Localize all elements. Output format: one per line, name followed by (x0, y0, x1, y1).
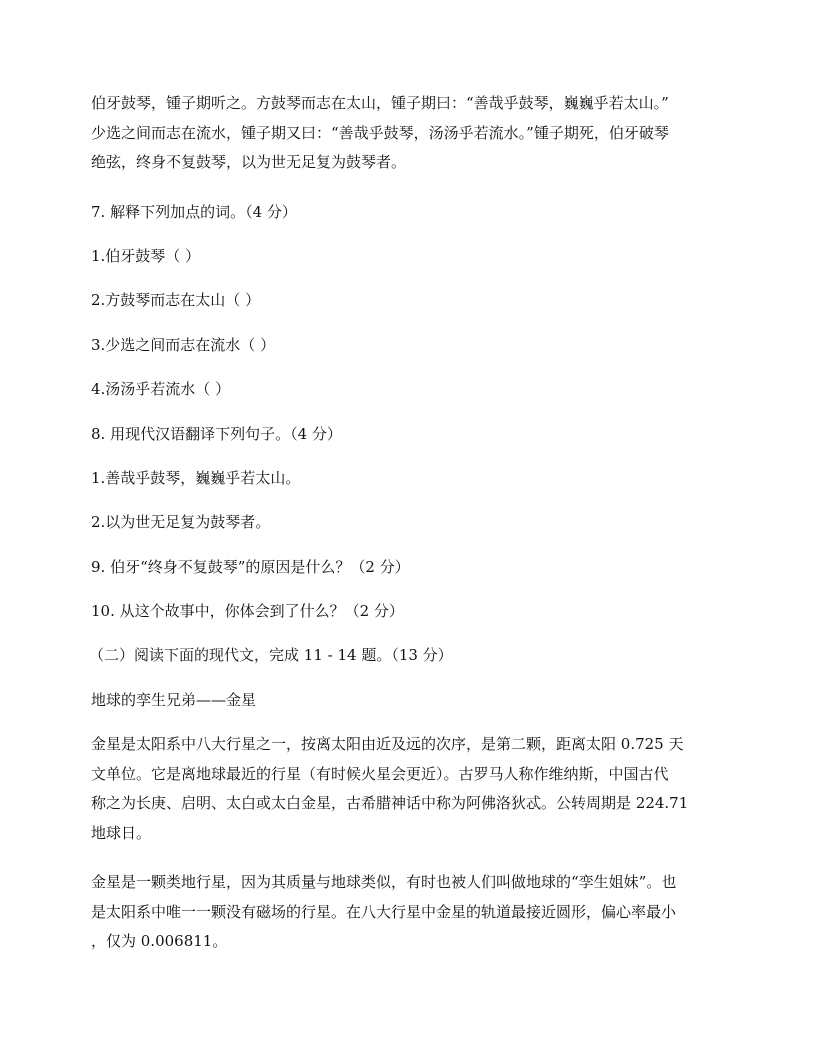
passage-line-3: 绝弦，终身不复鼓琴，以为世无足复为鼓琴者。 (91, 153, 407, 171)
article-p1-line-2: 文单位。它是离地球最近的行星（有时候火星会更近）。古罗马人称作维纳斯，中国古代 (91, 764, 669, 783)
question-8-item-1: 1.善哉乎鼓琴，巍巍乎若太山。 (91, 469, 301, 487)
question-7-item-4: 4.汤汤乎若流水（ ） (91, 380, 231, 398)
article-p2-line-2: 是太阳系中唯一一颗没有磁场的行星。在八大行星中金星的轨道最接近圆形，偏心率最小 (91, 902, 677, 921)
question-7-item-1: 1.伯牙鼓琴（ ） (91, 247, 201, 265)
article-p1-line-1: 金星是太阳系中八大行星之一，按离太阳由近及远的次序，是第二颗，距离太阳 0.725 天 (91, 735, 684, 753)
question-7-title: 7. 解释下列加点的词。（4 分） (91, 203, 297, 221)
article-p1-line-3: 称之为长庚、启明、太白或太白金星，古希腊神话中称为阿佛洛狄忒。公转周期是 224.71 (91, 794, 689, 812)
question-7-item-3: 3.少选之间而志在流水（ ） (91, 336, 276, 354)
question-9-title: 9. 伯牙“终身不复鼓琴”的原因是什么？（2 分） (91, 558, 410, 576)
article-paragraph-1 (91, 730, 731, 848)
passage-line-1: 伯牙鼓琴，锺子期听之。方鼓琴而志在太山，锺子期曰：“善哉乎鼓琴，巍巍乎若太山。” (91, 94, 669, 112)
question-10-title: 10. 从这个故事中，你体会到了什么？（2 分） (91, 602, 404, 620)
question-7-item-2: 2.方鼓琴而志在太山（ ） (91, 291, 261, 309)
article-p2-line-3: ，仅为 0.006811。 (91, 932, 228, 950)
article-title: 地球的孪生兄弟——金星 (91, 691, 257, 709)
article-paragraph-2 (91, 868, 731, 957)
passage-classical (91, 89, 731, 178)
question-8-item-2: 2.以为世无足复为鼓琴者。 (91, 513, 271, 531)
question-8-title: 8. 用现代汉语翻译下列句子。（4 分） (91, 425, 342, 443)
passage-line-2: 少选之间而志在流水，锺子期又曰：“善哉乎鼓琴，汤汤乎若流水。”锺子期死，伯牙破琴 (91, 123, 669, 142)
article-p2-line-1: 金星是一颗类地行星，因为其质量与地球类似，有时也被人们叫做地球的“孪生姐妹”。也 (91, 873, 677, 891)
section-2-title: （二）阅读下面的现代文，完成 11 - 14 题。（13 分） (89, 646, 453, 664)
article-p1-line-4: 地球日。 (91, 823, 152, 842)
